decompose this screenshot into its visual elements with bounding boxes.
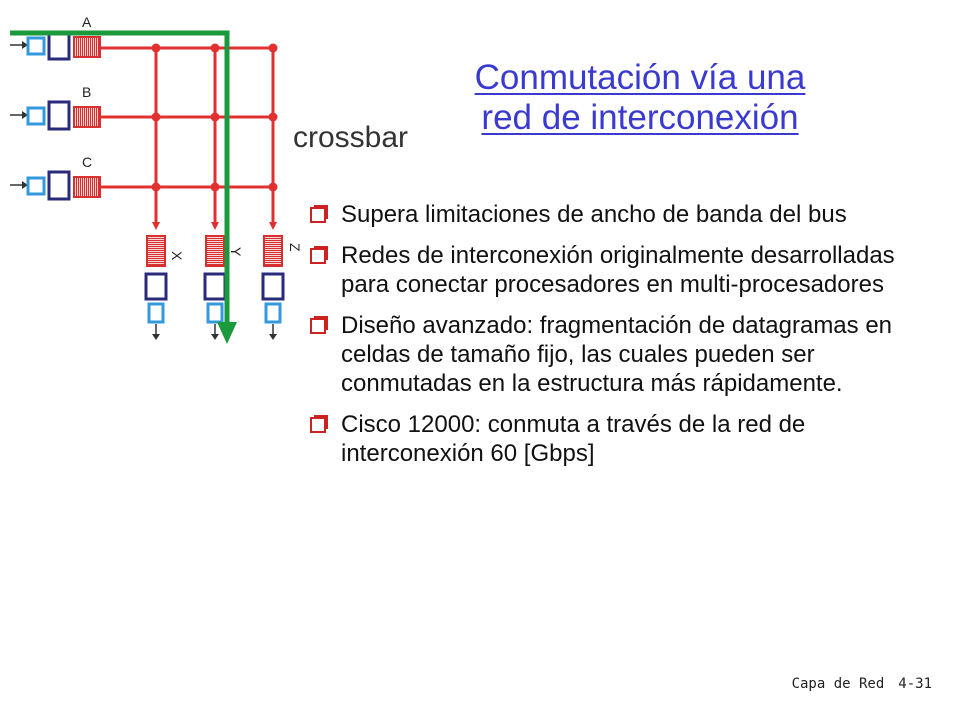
bullet-text: Redes de interconexión originalmente desarrolladas para conectar procesadores en multi-procesadores — [341, 242, 895, 298]
footer-page-number: 4-31 — [898, 676, 932, 692]
bullet-box-icon — [310, 318, 326, 334]
output-label-z: Z — [287, 243, 303, 252]
footer-chapter: Capa de Red — [791, 676, 885, 692]
output-arrowheads — [152, 222, 277, 230]
bullet-item — [310, 311, 940, 398]
bullet-text: Cisco 12000: conmuta a través de la red de interconexión 60 [Gbps] — [341, 411, 806, 467]
slide-title — [420, 58, 860, 138]
bullet-box-icon — [310, 417, 326, 433]
bullet-text: Supera limitaciones de ancho de banda del bus — [341, 201, 847, 228]
input-port-b — [10, 102, 100, 129]
bullet-item — [310, 241, 940, 299]
input-label-b: B — [82, 84, 92, 100]
slide-footer — [778, 676, 932, 692]
crossbar-grid — [100, 48, 275, 222]
input-port-c — [10, 172, 100, 199]
output-label-y: Y — [228, 247, 244, 257]
input-label-a: A — [82, 14, 92, 30]
bullet-item — [310, 410, 940, 468]
crossbar-label: crossbar — [293, 121, 409, 154]
bullet-box-icon — [310, 248, 326, 264]
input-port-a — [10, 32, 100, 59]
bullet-list — [310, 200, 940, 480]
bullet-item — [310, 200, 940, 229]
bullet-text: Diseño avanzado: fragmentación de datagramas en celdas de tamaño fijo, las cuales pueden ser conmutadas en la estructura más rápidamente. — [341, 312, 893, 397]
title-line-2: red de interconexión — [481, 98, 799, 137]
title-line-1: Conmutación vía una — [474, 58, 806, 97]
output-label-x: X — [169, 251, 185, 261]
input-label-c: C — [82, 154, 93, 170]
bullet-box-icon — [310, 207, 326, 223]
output-port-z — [263, 236, 283, 340]
output-port-x — [146, 236, 166, 340]
